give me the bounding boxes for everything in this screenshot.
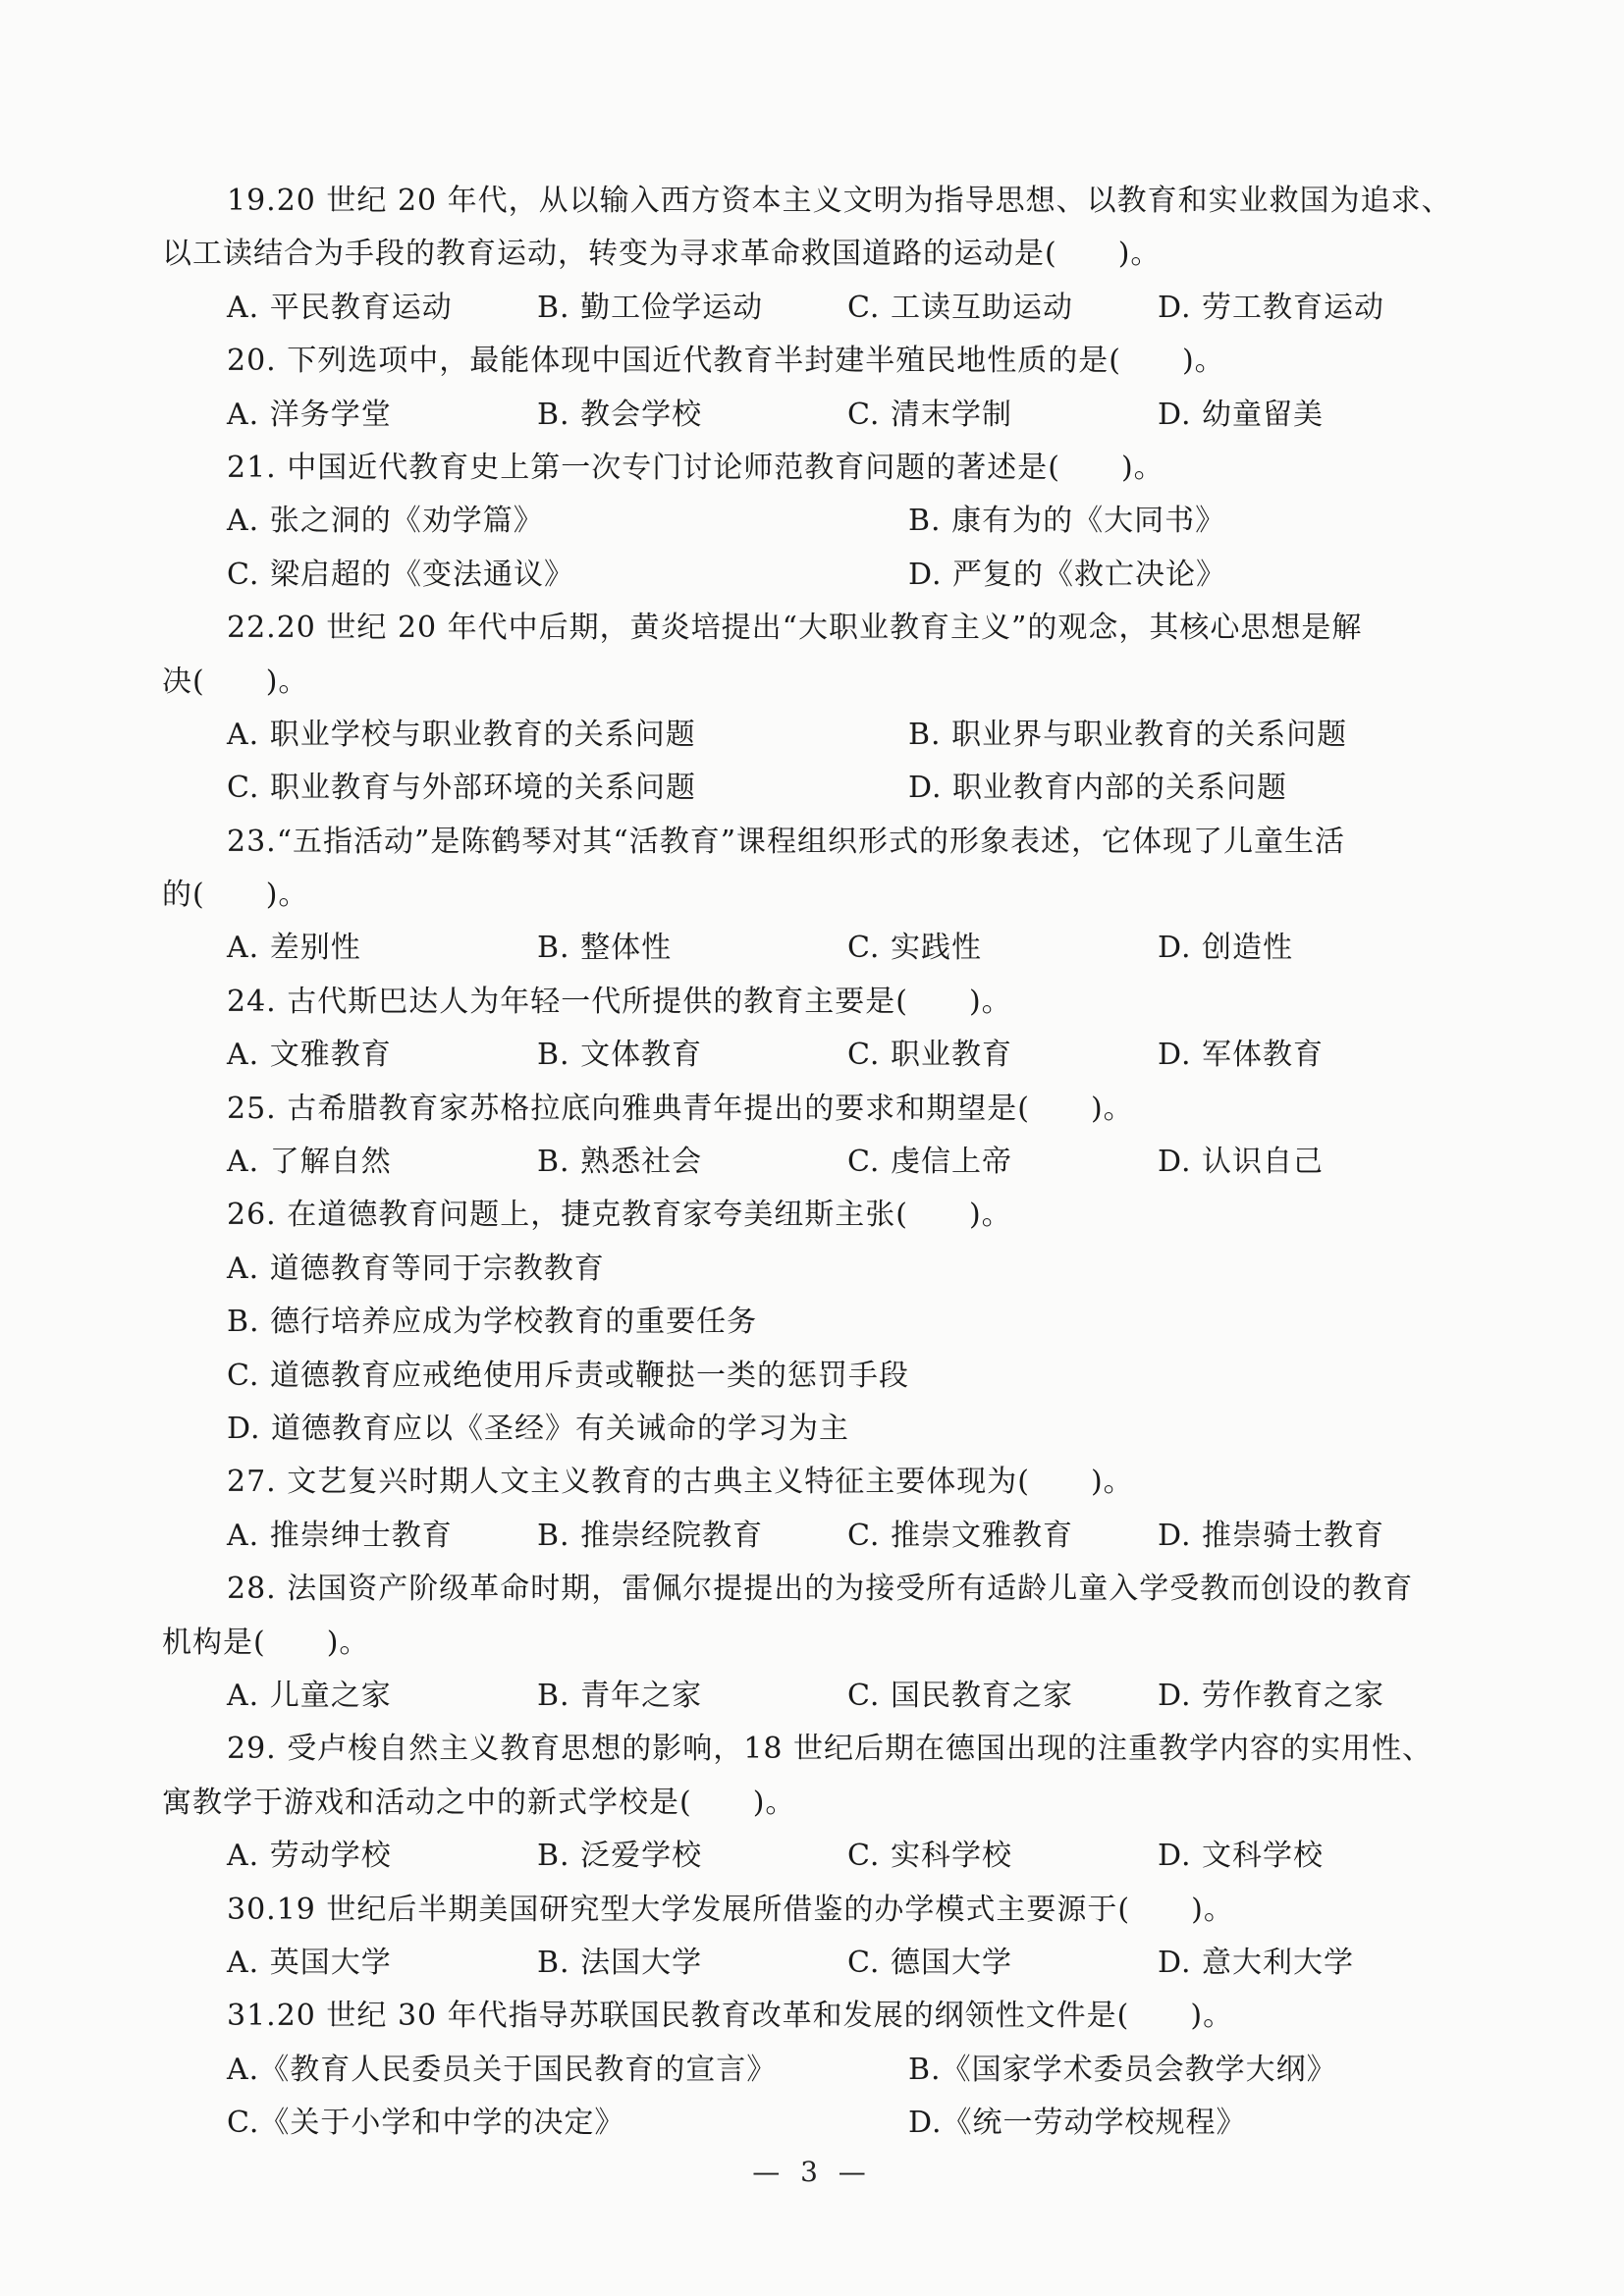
option-row bbox=[162, 1350, 1488, 1403]
question-stem-line: 19.20 世纪 20 年代，从以输入西方资本主义文明为指导思想、以教育和实业救国为追求、 bbox=[227, 184, 1452, 218]
answer-option: D. 文科学校 bbox=[1158, 1839, 1325, 1874]
question-item bbox=[162, 1723, 1488, 1883]
page-number: — 3 — bbox=[752, 2156, 872, 2188]
option-row bbox=[162, 1510, 1488, 1563]
answer-option: C. 道德教育应戒绝使用斥责或鞭挞一类的惩罚手段 bbox=[227, 1358, 909, 1393]
answer-option: A.《教育人民委员关于国民教育的宣言》 bbox=[227, 2052, 778, 2087]
question-stem-line: 23.“五指活动”是陈鹤琴对其“活教育”课程组织形式的形象表述，它体现了儿童生活 bbox=[227, 824, 1346, 859]
answer-option: D. 劳工教育运动 bbox=[1158, 290, 1385, 325]
answer-option: D.《统一劳动学校规程》 bbox=[908, 2106, 1247, 2141]
option-row bbox=[162, 282, 1488, 335]
question-stem-line: 24. 古代斯巴达人为年轻一代所提供的教育主要是( )。 bbox=[227, 984, 1012, 1019]
option-row bbox=[162, 1296, 1488, 1349]
answer-option: C. 实科学校 bbox=[847, 1839, 1012, 1874]
answer-option: A. 儿童之家 bbox=[227, 1678, 392, 1713]
answer-option: D. 幼童留美 bbox=[1158, 397, 1325, 432]
answer-option: C. 国民教育之家 bbox=[847, 1678, 1073, 1713]
option-row bbox=[162, 922, 1488, 975]
option-row bbox=[162, 1243, 1488, 1296]
question-stem-line: 22.20 世纪 20 年代中后期，黄炎培提出“大职业教育主义”的观念，其核心思想是解 bbox=[227, 611, 1363, 646]
answer-option: B. 熟悉社会 bbox=[537, 1145, 703, 1180]
question-stem-line: 27. 文艺复兴时期人文主义教育的古典主义特征主要体现为( )。 bbox=[227, 1465, 1134, 1500]
option-row bbox=[162, 1029, 1488, 1082]
answer-option: A. 差别性 bbox=[227, 931, 361, 966]
option-row bbox=[162, 709, 1488, 762]
question-item bbox=[162, 602, 1488, 816]
answer-option: C. 实践性 bbox=[847, 931, 982, 966]
question-stem-line: 以工读结合为手段的教育运动，转变为寻求革命救国道路的运动是( )。 bbox=[162, 237, 1162, 272]
answer-option: A. 推崇绅士教育 bbox=[227, 1518, 453, 1553]
answer-option: D. 推崇骑士教育 bbox=[1158, 1518, 1385, 1553]
answer-option: B.《国家学术委员会教学大纲》 bbox=[908, 2052, 1337, 2087]
question-stem-line: 28. 法国资产阶级革命时期，雷佩尔提提出的为接受所有适龄儿童入学受教而创设的教育 bbox=[227, 1572, 1414, 1607]
answer-option: A. 劳动学校 bbox=[227, 1839, 392, 1874]
question-stem-line: 机构是( )。 bbox=[162, 1625, 370, 1660]
answer-option: A. 职业学校与职业教育的关系问题 bbox=[227, 717, 696, 752]
option-row bbox=[162, 1830, 1488, 1883]
answer-option: B. 勤工俭学运动 bbox=[537, 290, 764, 325]
option-row bbox=[162, 495, 1488, 548]
option-row bbox=[162, 1403, 1488, 1456]
answer-option: A. 英国大学 bbox=[227, 1945, 392, 1980]
question-stem-line: 26. 在道德教育问题上，捷克教育家夸美纽斯主张( )。 bbox=[227, 1198, 1012, 1233]
option-row bbox=[162, 389, 1488, 442]
answer-option: B. 法国大学 bbox=[537, 1945, 703, 1980]
option-row bbox=[162, 762, 1488, 815]
answer-option: B. 泛爱学校 bbox=[537, 1839, 703, 1874]
option-row bbox=[162, 1937, 1488, 1990]
answer-option: B. 德行培养应成为学校教育的重要任务 bbox=[227, 1305, 758, 1340]
option-row bbox=[162, 2044, 1488, 2097]
answer-option: D. 严复的《救亡决论》 bbox=[908, 557, 1227, 592]
question-item bbox=[162, 175, 1488, 335]
answer-option: D. 劳作教育之家 bbox=[1158, 1678, 1385, 1713]
answer-option: B. 教会学校 bbox=[537, 397, 703, 432]
answer-option: A. 洋务学堂 bbox=[227, 397, 392, 432]
question-stem-line: 30.19 世纪后半期美国研究型大学发展所借鉴的办学模式主要源于( )。 bbox=[227, 1892, 1234, 1927]
answer-option: C. 工读互助运动 bbox=[847, 290, 1073, 325]
question-item bbox=[162, 976, 1488, 1083]
answer-option: A. 平民教育运动 bbox=[227, 290, 453, 325]
answer-option: B. 青年之家 bbox=[537, 1678, 703, 1713]
question-item bbox=[162, 442, 1488, 602]
question-item bbox=[162, 1884, 1488, 1991]
answer-option: C. 职业教育 bbox=[847, 1038, 1012, 1073]
question-item bbox=[162, 816, 1488, 976]
option-row bbox=[162, 2097, 1488, 2150]
answer-option: C. 推崇文雅教育 bbox=[847, 1518, 1073, 1553]
question-item bbox=[162, 1990, 1488, 2150]
answer-option: B. 推崇经院教育 bbox=[537, 1518, 764, 1553]
question-list bbox=[162, 175, 1488, 2150]
option-row bbox=[162, 1670, 1488, 1723]
question-stem-line: 25. 古希腊教育家苏格拉底向雅典青年提出的要求和期望是( )。 bbox=[227, 1091, 1134, 1126]
question-stem-line: 决( )。 bbox=[162, 664, 309, 699]
question-stem-line: 21. 中国近代教育史上第一次专门讨论师范教育问题的著述是( )。 bbox=[227, 450, 1164, 485]
answer-option: B. 整体性 bbox=[537, 931, 673, 966]
question-stem-line: 的( )。 bbox=[162, 878, 309, 913]
question-item bbox=[162, 1456, 1488, 1563]
answer-option: A. 文雅教育 bbox=[227, 1038, 392, 1073]
question-item bbox=[162, 1083, 1488, 1190]
answer-option: A. 道德教育等同于宗教教育 bbox=[227, 1251, 605, 1286]
answer-option: C. 梁启超的《变法通议》 bbox=[227, 557, 574, 592]
question-stem-line: 20. 下列选项中，最能体现中国近代教育半封建半殖民地性质的是( )。 bbox=[227, 344, 1225, 379]
question-stem-line: 31.20 世纪 30 年代指导苏联国民教育改革和发展的纲领性文件是( )。 bbox=[227, 1999, 1234, 2034]
answer-option: B. 文体教育 bbox=[537, 1038, 703, 1073]
answer-option: D. 意大利大学 bbox=[1158, 1945, 1355, 1980]
option-row bbox=[162, 549, 1488, 602]
answer-option: D. 职业教育内部的关系问题 bbox=[908, 771, 1288, 806]
answer-option: C. 清末学制 bbox=[847, 397, 1012, 432]
answer-option: A. 张之洞的《劝学篇》 bbox=[227, 504, 544, 539]
answer-option: B. 职业界与职业教育的关系问题 bbox=[908, 717, 1348, 752]
question-stem-line: 29. 受卢梭自然主义教育思想的影响，18 世纪后期在德国出现的注重教学内容的实用性、 bbox=[227, 1732, 1433, 1767]
question-item bbox=[162, 335, 1488, 442]
answer-option: C. 职业教育与外部环境的关系问题 bbox=[227, 771, 696, 806]
answer-option: D. 认识自己 bbox=[1158, 1145, 1325, 1180]
answer-option: C. 虔信上帝 bbox=[847, 1145, 1012, 1180]
option-row bbox=[162, 1136, 1488, 1189]
question-stem-line: 寓教学于游戏和活动之中的新式学校是( )。 bbox=[162, 1785, 796, 1820]
question-item bbox=[162, 1189, 1488, 1456]
answer-option: D. 道德教育应以《圣经》有关诫命的学习为主 bbox=[227, 1411, 850, 1446]
answer-option: B. 康有为的《大同书》 bbox=[908, 504, 1226, 539]
answer-option: D. 创造性 bbox=[1158, 931, 1294, 966]
answer-option: C.《关于小学和中学的决定》 bbox=[227, 2106, 625, 2141]
question-item bbox=[162, 1563, 1488, 1723]
answer-option: A. 了解自然 bbox=[227, 1145, 392, 1180]
answer-option: C. 德国大学 bbox=[847, 1945, 1012, 1980]
answer-option: D. 军体教育 bbox=[1158, 1038, 1325, 1073]
